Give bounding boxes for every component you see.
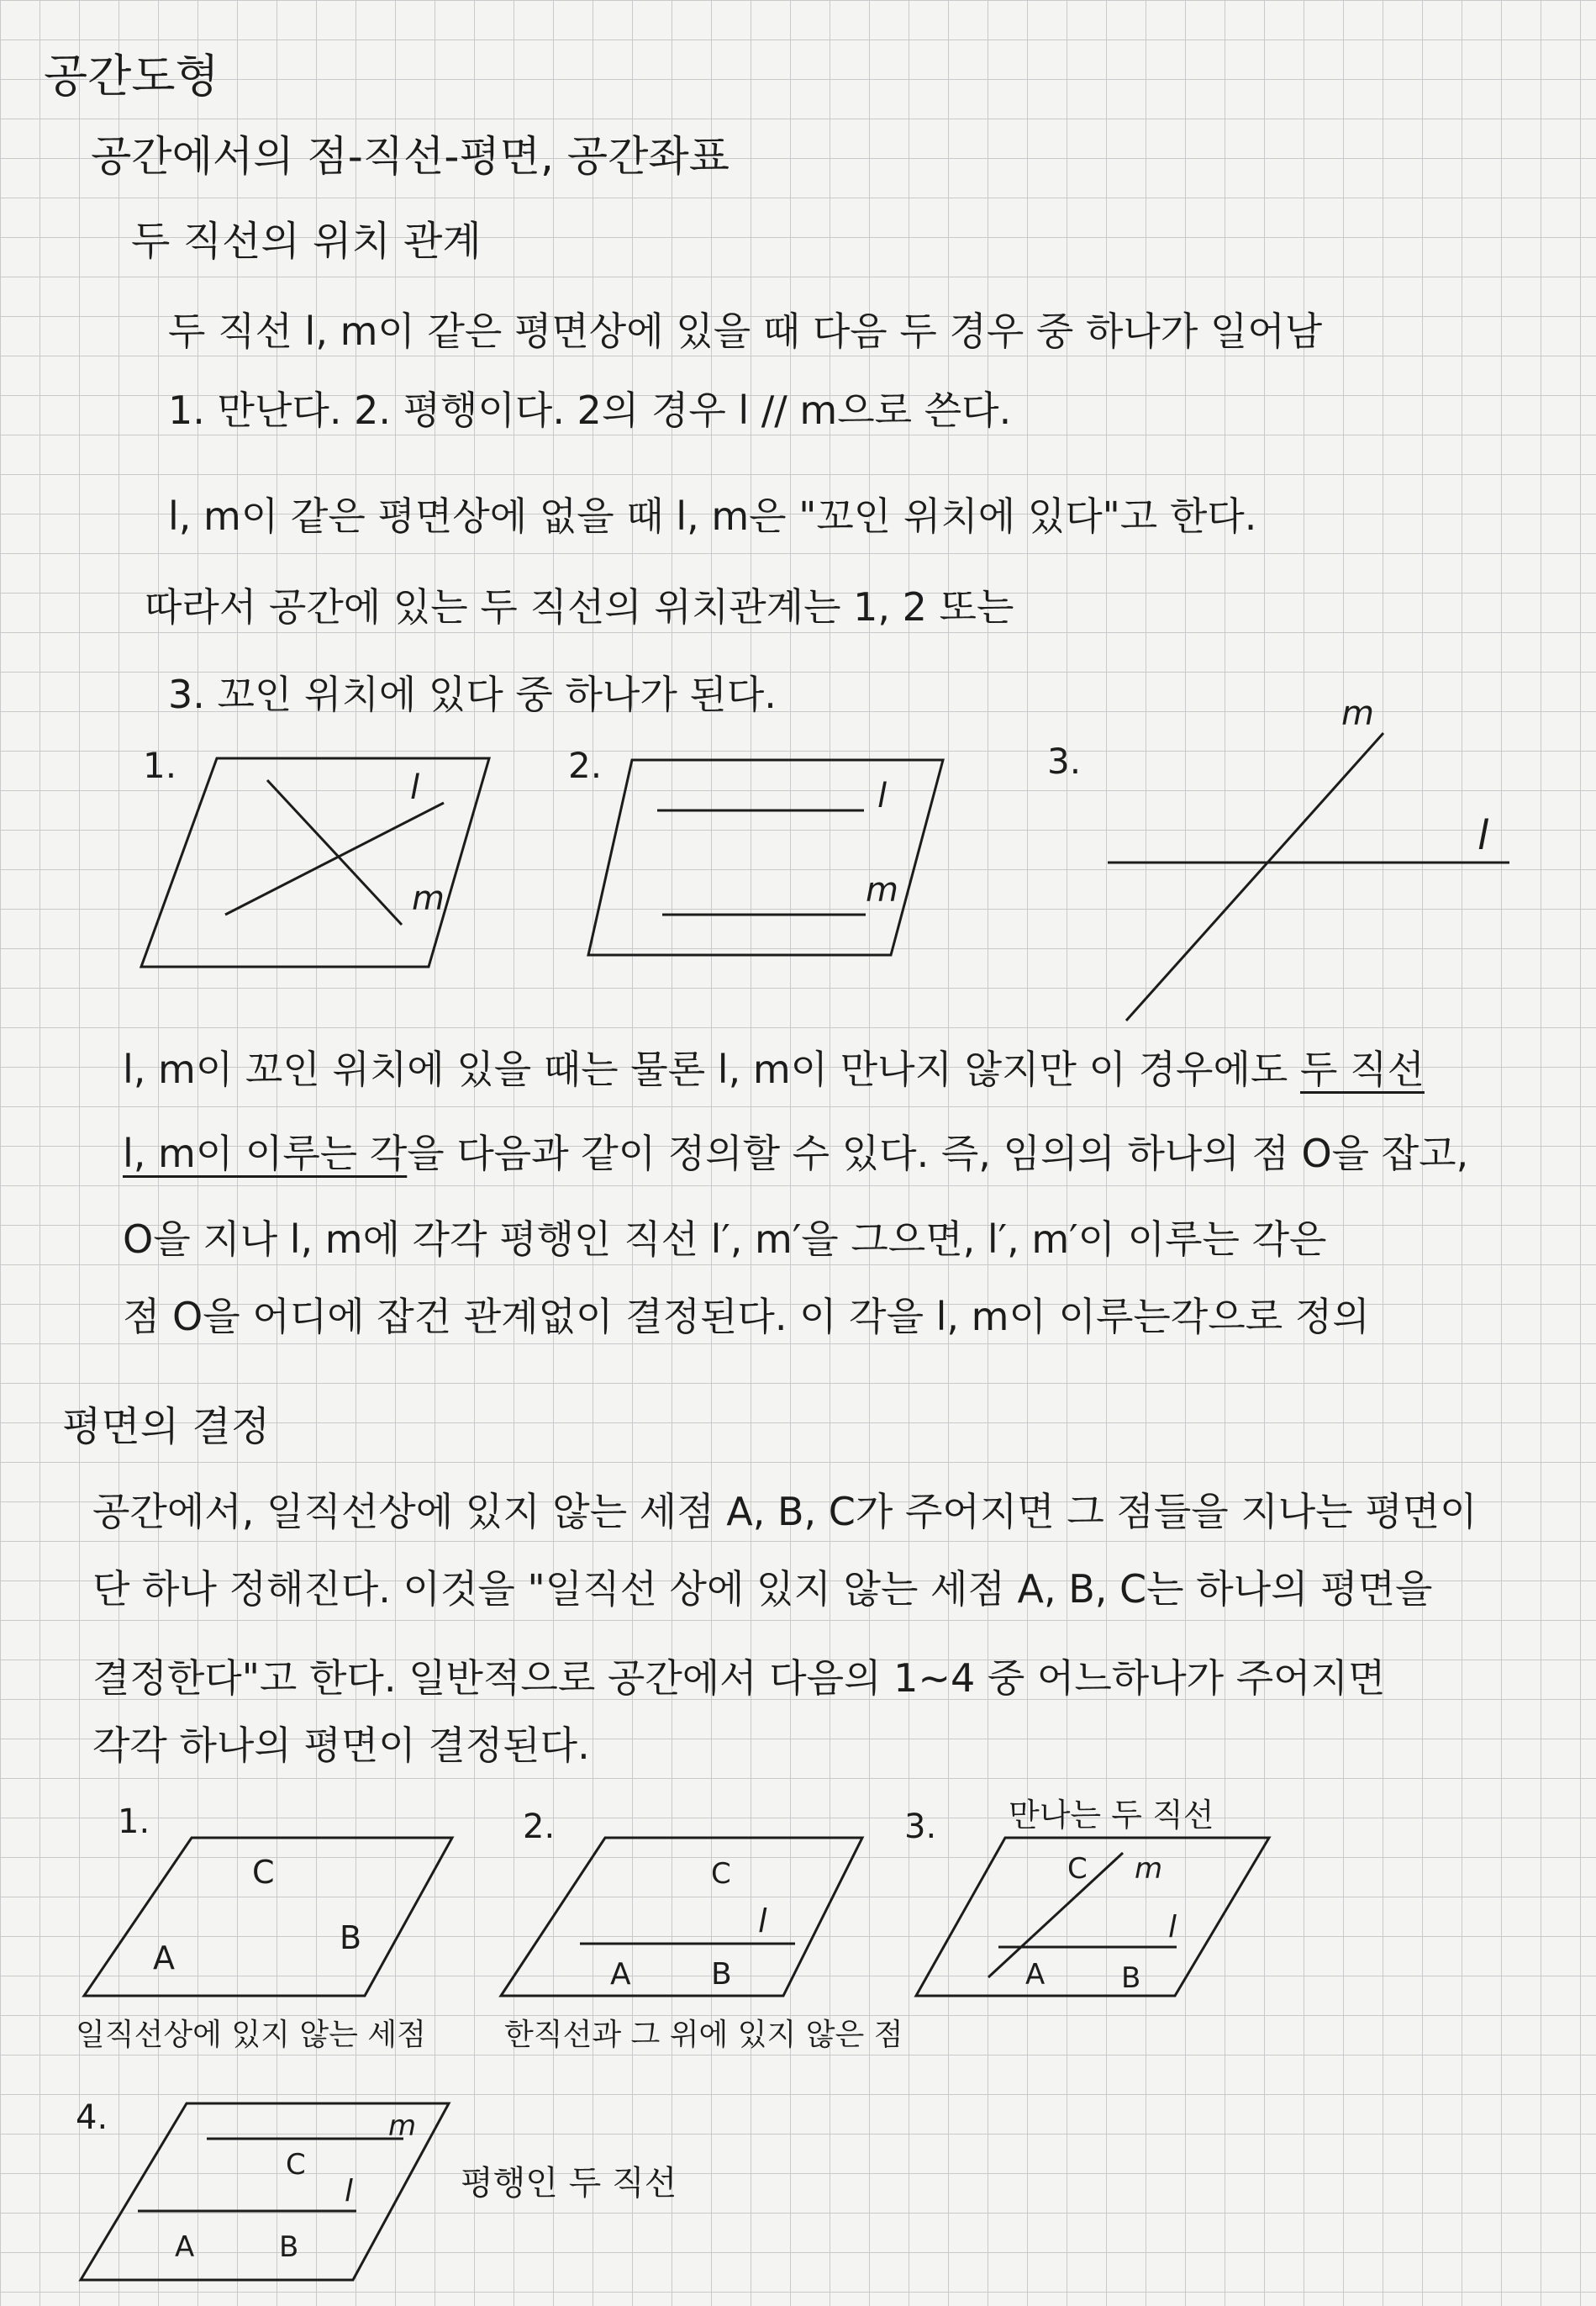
label-point-b: B bbox=[711, 1957, 732, 1992]
label-point-b: B bbox=[279, 2230, 299, 2264]
plane-outline bbox=[501, 1838, 862, 1996]
figure-number: 4. bbox=[76, 2098, 108, 2137]
text-segment: l, m이 꼬인 위치에 있을 때는 물론 l, m이 만나지 않지만 이 경우에도 bbox=[123, 1047, 1300, 1092]
text-line: 따라서 공간에 있는 두 직선의 위치관계는 1, 2 또는 bbox=[145, 584, 1014, 630]
figure-number: 3. bbox=[1047, 741, 1082, 782]
label-point-a: A bbox=[610, 1957, 631, 1992]
figure-number: 2. bbox=[568, 745, 603, 786]
figure-caption: 일직선상에 있지 않는 세점 bbox=[76, 2018, 426, 2052]
label-l: l bbox=[758, 1902, 767, 1939]
text-line: l, m이 같은 평면상에 없을 때 l, m은 "꼬인 위치에 있다"고 한다. bbox=[168, 493, 1257, 539]
text-line: 각각 하나의 평면이 결정된다. bbox=[92, 1723, 590, 1768]
underlined-text: 두 직선 bbox=[1299, 1047, 1425, 1092]
label-point-a: A bbox=[153, 1939, 175, 1976]
figure-three-points bbox=[76, 1802, 452, 2052]
label-l: l bbox=[1477, 812, 1489, 859]
plane-outline bbox=[916, 1838, 1269, 1996]
label-point-c: C bbox=[1067, 1852, 1088, 1886]
page-title: 공간도형 bbox=[44, 50, 219, 103]
figure-intersecting-lines-plane bbox=[904, 1797, 1269, 1996]
figure-title: 만나는 두 직선 bbox=[1009, 1797, 1214, 1834]
figure-line-and-point bbox=[501, 1807, 903, 2052]
label-l: l bbox=[345, 2174, 354, 2208]
label-point-c: C bbox=[286, 2148, 306, 2182]
label-m: m bbox=[388, 2109, 417, 2143]
figure-parallel-lines-plane bbox=[76, 2098, 677, 2280]
text-line: 3. 꼬인 위치에 있다 중 하나가 된다. bbox=[168, 672, 777, 717]
label-m: m bbox=[1341, 694, 1374, 733]
text-segment: 을 다음과 같이 정의할 수 있다. 즉, 임의의 하나의 점 O을 잡고, bbox=[407, 1131, 1469, 1176]
line-m bbox=[988, 1853, 1123, 1977]
label-point-a: A bbox=[1025, 1958, 1046, 1992]
text-line: O을 지나 l, m에 각각 평행인 직선 l′, m′을 그으면, l′, m′이 이루는 각은 bbox=[123, 1216, 1327, 1262]
figure-number: 1. bbox=[143, 745, 177, 786]
label-m: m bbox=[412, 879, 445, 918]
label-point-c: C bbox=[711, 1857, 731, 1891]
label-l: l bbox=[877, 777, 888, 815]
figure-caption: 평행인 두 직선 bbox=[461, 2164, 677, 2203]
section-heading-plane-determination: 평면의 결정 bbox=[62, 1403, 271, 1450]
text-line: 단 하나 정해진다. 이것을 "일직선 상에 있지 않는 세점 A, B, C는 하나의 평면을 bbox=[92, 1566, 1433, 1612]
label-m: m bbox=[866, 871, 898, 910]
label-point-b: B bbox=[1121, 1961, 1141, 1995]
figure-number: 2. bbox=[523, 1807, 556, 1846]
text-line: 결정한다"고 한다. 일반적으로 공간에서 다음의 1~4 중 어느하나가 주어지면 bbox=[92, 1655, 1386, 1701]
text-line: 1. 만난다. 2. 평행이다. 2의 경우 l // m으로 쓴다. bbox=[168, 388, 1012, 433]
text-line: 두 직선 l, m이 같은 평면상에 있을 때 다음 두 경우 중 하나가 일어남 bbox=[168, 309, 1323, 354]
text-line: 공간에서, 일직선상에 있지 않는 세점 A, B, C가 주어지면 그 점들을 지나는 평면이 bbox=[92, 1489, 1477, 1534]
text-line: 점 O을 어디에 잡건 관계없이 결정된다. 이 각을 l, m이 이루는각으로 정의 bbox=[123, 1294, 1370, 1339]
label-l: l bbox=[1168, 1910, 1177, 1945]
section-heading-line-relations: 두 직선의 위치 관계 bbox=[131, 218, 482, 265]
label-point-a: A bbox=[175, 2230, 195, 2264]
label-m: m bbox=[1135, 1852, 1163, 1886]
page-subtitle: 공간에서의 점-직선-평면, 공간좌표 bbox=[91, 132, 730, 181]
figure-caption: 한직선과 그 위에 있지 않은 점 bbox=[504, 2018, 903, 2052]
figure-number: 1. bbox=[118, 1802, 150, 1841]
label-l: l bbox=[410, 768, 420, 807]
label-point-c: C bbox=[252, 1854, 275, 1891]
underlined-text: l, m이 이루는 각 bbox=[123, 1131, 408, 1176]
label-point-b: B bbox=[340, 1919, 362, 1956]
figure-number: 3. bbox=[904, 1807, 937, 1846]
